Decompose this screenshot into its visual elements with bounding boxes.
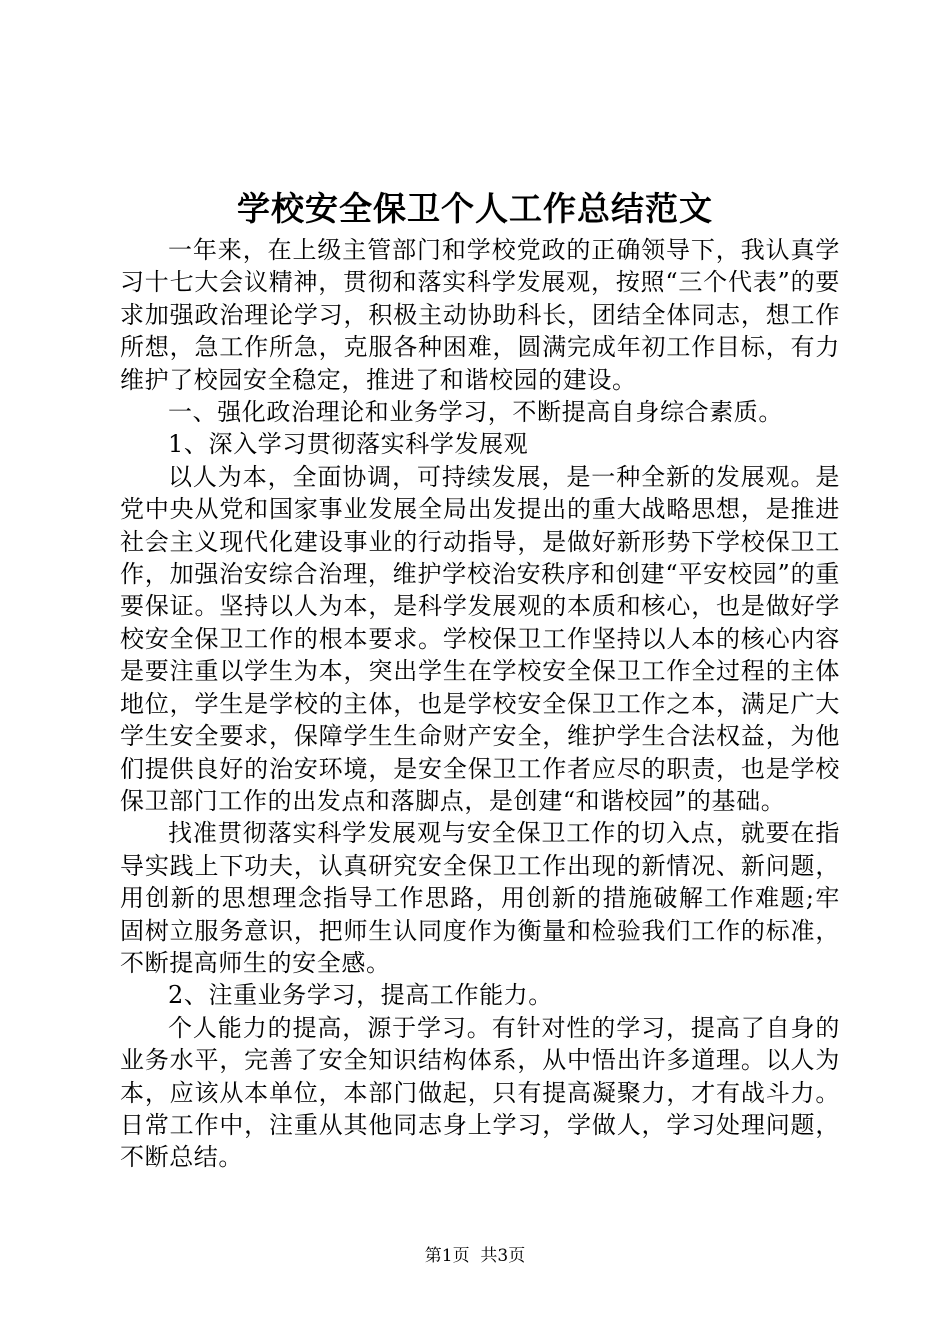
section-heading-1: 一、强化政治理论和业务学习，不断提高自身综合素质。 bbox=[168, 398, 783, 427]
paragraph-ability: 个人能力的提高，源于学习。有针对性的学习，提高了自身的业务水平，完善了安全知识结构体系，从中悟出许多道理。以人为本，应该从本单位，本部门做起，只有提高凝聚力，才有战斗力。日常工作中，注重从其他同志身上学习，学做人，学习处理问题，不断总结。 bbox=[120, 1013, 840, 1172]
paragraph-people-oriented: 以人为本，全面协调，可持续发展，是一种全新的发展观。是党中央从党和国家事业发展全局出发提出的重大战略思想，是推进社会主义现代化建设事业的行动指导，是做好新形势下学校保卫工作，加强治安综合治理，维护学校治安秩序和创建“平安校园”的重要保证。坚持以人为本，是科学发展观的本质和核心，也是做好学校安全保卫工作的根本要求。学校保卫工作坚持以人本的核心内容是要注重以学生为本，突出学生在学校安全保卫工作全过程的主体地位，学生是学校的主体，也是学校安全保卫工作之本，满足广大学生安全要求，保障学生生命财产安全，维护学生合法权益，为他们提供良好的治安环境，是安全保卫工作者应尽的职责，也是学校保卫部门工作的出发点和落脚点，是创建“和谐校园”的基础。 bbox=[120, 462, 840, 815]
subheading-1: 1、深入学习贯彻落实科学发展观 bbox=[168, 430, 529, 459]
paragraph-intro: 一年来，在上级主管部门和学校党政的正确领导下，我认真学习十七大会议精神，贯彻和落实科学发展观，按照“三个代表”的要求加强政治理论学习，积极主动协助科长，团结全体同志，想工作所想，急工作所急，克服各种困难，圆满完成年初工作目标，有力维护了校园安全稳定，推进了和谐校园的建设。 bbox=[120, 236, 840, 394]
document-title: 学校安全保卫个人工作总结范文 bbox=[237, 189, 713, 228]
document-body bbox=[120, 234, 840, 1174]
subheading-2: 2、注重业务学习，提高工作能力。 bbox=[168, 981, 553, 1010]
page-footer: 第1页 共3页 bbox=[424, 1246, 526, 1266]
paragraph-entry-point: 找准贯彻落实科学发展观与安全保卫工作的切入点，就要在指导实践上下功夫，认真研究安全保卫工作出现的新情况、新问题，用创新的思想理念指导工作思路，用创新的措施破解工作难题;牢固树立服务意识，把师生认同度作为衡量和检验我们工作的标准，不断提高师生的安全感。 bbox=[120, 819, 840, 977]
